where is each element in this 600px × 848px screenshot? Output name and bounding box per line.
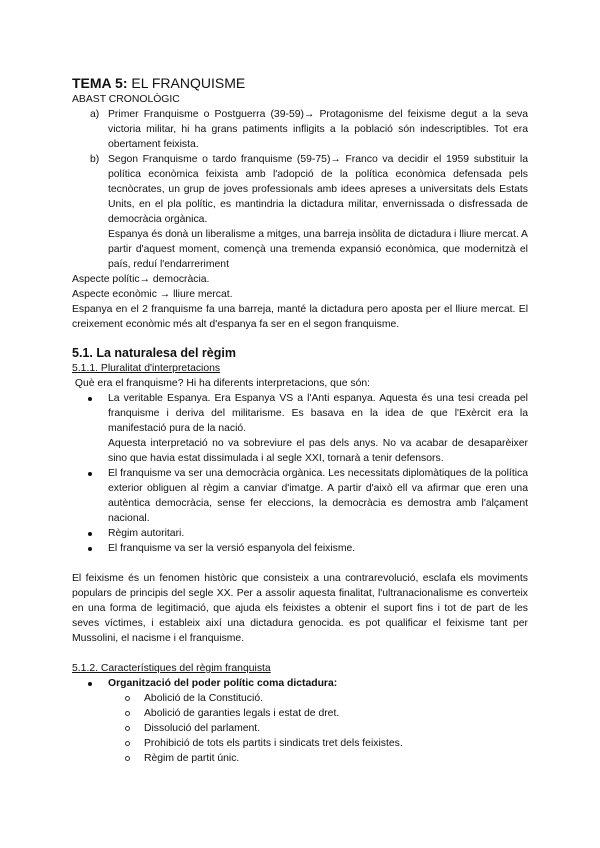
period-text: Primer Franquisme o Postguerra (39-59)→ Protagonisme del feixisme degut a la seva victoria militar, hi ha grans patiments infligits a la població són indescriptibles. Tot era obertament feixista. bbox=[108, 109, 528, 150]
list-item bbox=[108, 676, 528, 766]
sub-item: Abolició de la Constitució. bbox=[144, 691, 528, 706]
list-item: El franquisme va ser la versió espanyola del feixisme. bbox=[108, 541, 528, 556]
summary-paragraph: Espanya en el 2 franquisme fa una barreja, manté la dictadura pero aposta per el lliure mercat. El creixement econòmic més alt d'espanya fa ser en el segon franquisme. bbox=[72, 304, 528, 330]
list-item: Règim autoritari. bbox=[108, 526, 528, 541]
list-marker: a) bbox=[90, 109, 100, 120]
sub-item: Dissolució del parlament. bbox=[144, 721, 528, 736]
intro-text: Què era el franquisme? Hi ha diferents interpretacions, que són: bbox=[72, 378, 371, 389]
document-page bbox=[72, 74, 528, 766]
list-item: El franquisme va ser una democràcia orgànica. Les necessitats diplomàtiques de la política exterior obliguen al règim a canviar d'imatge. A partir d'això ell va afirmar que eren una autèntica democràcia, sense fer eleccions, la democràcia es demostra amb l'alçament nacional. bbox=[108, 468, 528, 524]
fascism-paragraph: El feixisme és un fenomen històric que consisteix a una contrarevolució, esclafa els moviments populars de principis del segle XX. Per a assolir aquesta finalitat, l'ultranacionalisme es converteix en una forma de legitimació, que ajuda els feixistes a obtenir el suport fins i tot de part de les seves víctimes, i estableix així una dictadura genocida. es pot qualificar el feixisme tant per Mussolini, el nacisme i el franquisme. bbox=[72, 573, 528, 644]
aspect-political: Aspecte polític→ democràcia. bbox=[72, 274, 210, 285]
characteristics-list bbox=[72, 676, 528, 766]
sub-item: Règim de partit únic. bbox=[144, 751, 528, 766]
sub-item: Abolició de garanties legals i estat de dret. bbox=[144, 706, 528, 721]
period-text: Segon Franquisme o tardo franquisme (59-75)→ Franco va decidir el 1959 substituir la política econòmica feixista amb l'adopció de la política econòmica defensada pels tecnòcrates, un grup de joves professionals amb idees apreses a universitats dels Estats Units, en el pla polític, es mantindria la dictadura militar, envernissada o disfressada de democràcia orgànica. bbox=[108, 154, 528, 225]
title-bold: TEMA 5: bbox=[72, 75, 128, 91]
section-heading: 5.1. La naturalesa del règim bbox=[72, 346, 236, 360]
title-rest: EL FRANQUISME bbox=[127, 75, 246, 91]
period-extra: Espanya és donà un liberalisme a mitges, una barreja insòlita de dictadura i lliure mercat. A partir d'aquest moment, començà una tremenda expansió econòmica, que modernitzà el país, reduí l'endarreriment bbox=[108, 229, 528, 270]
subsection-heading: 5.1.1. Pluralitat d'interpretacions bbox=[72, 363, 221, 374]
aspect-economic: Aspecte econòmic → lliure mercat. bbox=[72, 289, 233, 300]
item-text: La veritable Espanya. Era Espanya VS a l'Anti espanya. Aquesta és una tesi creada pel franquisme i deriva del militarisme. Es basava en la idea de que l'Exèrcit era la manifestació pura de la nació. bbox=[108, 393, 528, 434]
page-title bbox=[72, 74, 528, 92]
interpretations-list bbox=[72, 391, 528, 556]
subsection-heading: 5.1.2. Característiques del règim franquista bbox=[72, 663, 271, 674]
item-heading: Organització del poder polític coma dictadura: bbox=[108, 678, 338, 689]
sub-list bbox=[108, 691, 528, 766]
sub-item: Prohibició de tots els partits i sindicats tret dels feixistes. bbox=[144, 736, 528, 751]
periods-list bbox=[72, 107, 528, 272]
item-extra: Aquesta interpretació no va sobreviure el pas dels anys. No va acabar de desaparèixer sino que havia estat dissimulada i al segle XXI, tornarà a tenir defensors. bbox=[108, 438, 528, 464]
subtitle: ABAST CRONOLÒGIC bbox=[72, 94, 180, 105]
period-item bbox=[90, 152, 528, 272]
list-item bbox=[108, 391, 528, 466]
list-marker: b) bbox=[90, 154, 100, 165]
period-item bbox=[90, 107, 528, 152]
